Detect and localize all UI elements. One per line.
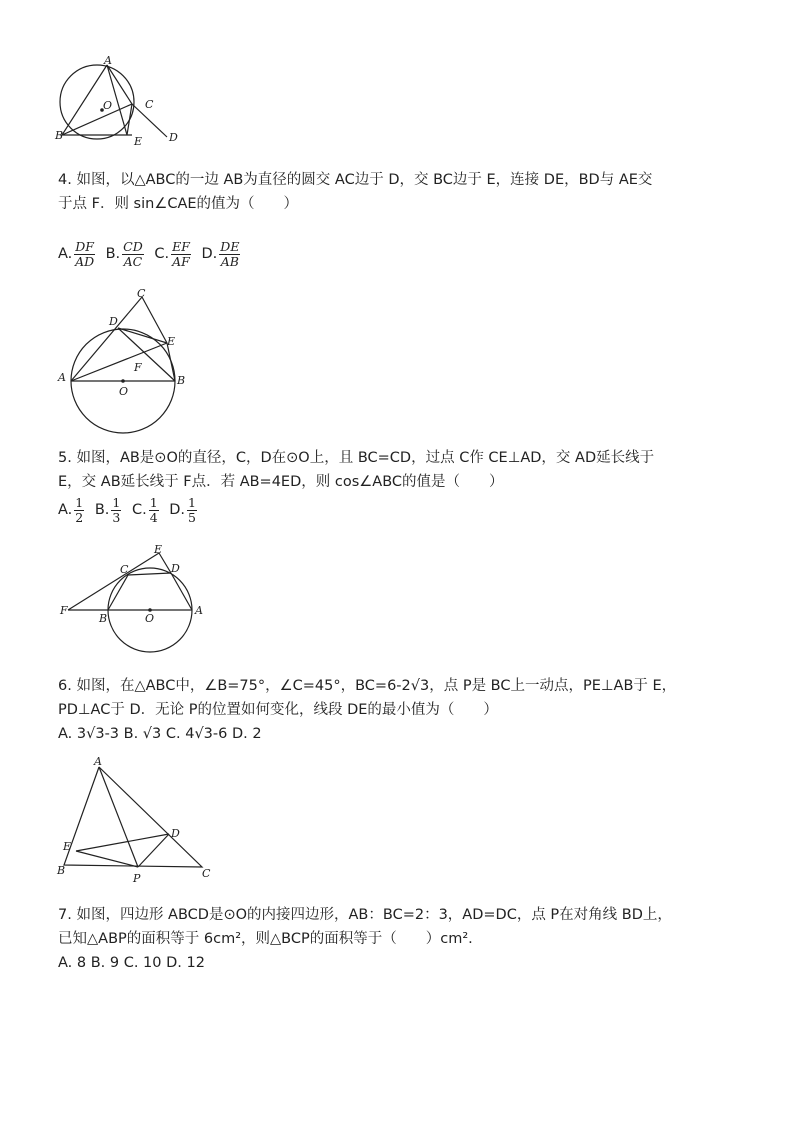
q4-line1: 4. 如图，以△ABC的一边 AB为直径的圆交 AC边于 D，交 BC边于 E，连接 DE，BD与 AE交 (58, 172, 653, 188)
label-D: D (169, 131, 178, 144)
label-C: C (145, 98, 154, 111)
figure-q4-circle (55, 285, 205, 430)
label-O: O (145, 612, 155, 625)
q5-line2: E，交 AB延长线于 F点．若 AB=4ED，则 cos∠ABC的值是（ ） (58, 474, 504, 490)
q6-line2: PD⊥AC于 D．无论 P的位置如何变化，线段 DE的最小值为（ ） (58, 702, 498, 718)
label-F: F (60, 604, 68, 617)
label-F: F (134, 361, 142, 374)
label-B: B (99, 612, 108, 625)
q4-options (58, 238, 246, 270)
label-B: B (177, 374, 186, 387)
q7-options[interactable]: A. 8 B. 9 C. 10 D. 12 (58, 955, 205, 971)
q5-option-b[interactable]: B. $\frac{1}{3}$ (94, 494, 121, 525)
q4-option-b[interactable]: B. $\frac{CD}{AC}$ (105, 238, 143, 269)
label-E: E (167, 335, 176, 348)
label-C: C (202, 867, 211, 880)
label-E: E (134, 135, 143, 148)
q7-line2: 已知△ABP的面积等于 6cm²，则△BCP的面积等于（ ）cm². (58, 931, 473, 947)
label-D: D (171, 827, 180, 840)
label-B: B (55, 129, 64, 142)
q5-option-c[interactable]: C. $\frac{1}{4}$ (131, 494, 158, 525)
q5-option-d[interactable]: D. $\frac{1}{5}$ (169, 494, 196, 525)
figure-q6-triangle (56, 755, 216, 890)
q4-option-c[interactable]: C. $\frac{EF}{AF}$ (154, 238, 190, 269)
label-A: A (195, 604, 203, 617)
label-D: D (109, 315, 118, 328)
q4-option-a[interactable]: A. $\frac{DF}{AD}$ (58, 238, 95, 269)
label-D: D (171, 562, 180, 575)
label-O: O (119, 385, 129, 398)
q6-options[interactable]: A. 3√3-3 B. √3 C. 4√3-6 D. 2 (58, 726, 262, 742)
label-E: E (63, 840, 72, 853)
label-P: P (133, 872, 141, 885)
label-C: C (137, 287, 146, 300)
label-A: A (58, 371, 66, 384)
label-A: A (104, 54, 112, 67)
q6-line1: 6. 如图，在△ABC中，∠B=75°，∠C=45°，BC=6-2√3，点 P是 BC上一动点，PE⊥AB于 E， (58, 678, 677, 694)
label-B: B (57, 864, 66, 877)
q5-option-a[interactable]: A. $\frac{1}{2}$ (58, 494, 84, 525)
label-C: C (120, 563, 129, 576)
q4-line2: 于点 F．则 sin∠CAE的值为（ ） (58, 196, 299, 212)
label-A: A (94, 755, 102, 768)
q5-line1: 5. 如图，AB是⊙O的直径，C，D在⊙O上，且 BC=CD，过点 C作 CE⊥AD，交 AD延长线于 (58, 450, 655, 466)
figure-q3-circle (52, 55, 192, 150)
q4-option-d[interactable]: D. $\frac{DE}{AB}$ (201, 238, 240, 269)
figure-q5-circle (56, 540, 216, 655)
q7-line1: 7. 如图，四边形 ABCD是⊙O的内接四边形，AB：BC=2：3，AD=DC，点 P在对角线 BD上， (58, 907, 672, 923)
q5-options (58, 494, 203, 526)
label-E: E (154, 543, 163, 556)
label-O: O (103, 99, 113, 112)
